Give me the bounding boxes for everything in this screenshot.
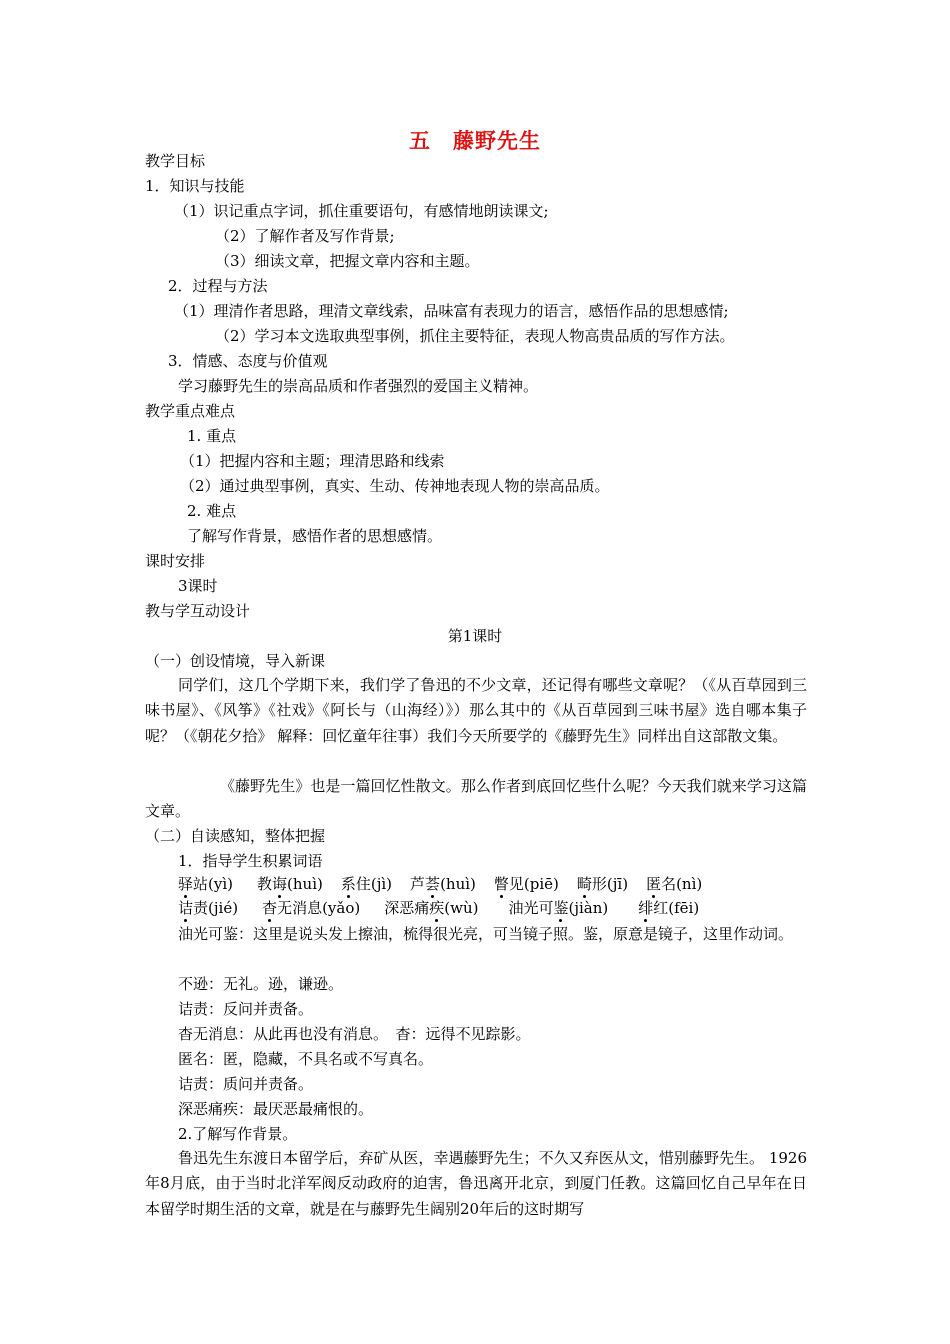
- vocab-dotted-char: 疾: [429, 899, 445, 917]
- schedule-value: 3课时: [178, 577, 218, 595]
- lesson-heading: 第1课时: [447, 627, 503, 645]
- definition-item: 诘责：反问并责备。: [178, 1000, 314, 1018]
- subheading-difficulty: 2. 难点: [187, 502, 237, 520]
- vocab-word: [257, 875, 323, 893]
- vocab-text: 芦: [410, 875, 426, 893]
- vocab-row: [178, 874, 702, 894]
- vocab-word: [577, 875, 628, 893]
- vocab-word: [178, 875, 233, 893]
- vocab-pinyin: 见(piē): [508, 875, 559, 893]
- goal-item: （1）理清作者思路，理清文章线索，品味富有表现力的语言，感悟作品的思想感情;: [174, 302, 729, 320]
- heading-schedule: 课时安排: [145, 552, 206, 570]
- vocab-pinyin: 名(nì): [661, 875, 703, 893]
- key-item: （2）通过典型事例，真实、生动、传神地表现人物的崇高品质。: [180, 477, 610, 495]
- vocab-text: 油光可: [508, 899, 554, 917]
- vocab-dotted-char: 瞥: [493, 875, 509, 893]
- vocab-word: [384, 899, 478, 917]
- vocab-word: [341, 875, 392, 893]
- background-paragraph: 鲁迅先生东渡日本留学后，弃矿从医，幸遇藤野先生；不久又弃医从文，惜别藤野先生。 1926年8月底，由于当时北洋军阀反动政府的迫害，鲁迅离开北京，到厦门任教。这篇回忆自己早年在日本留学时期生活的文章，就是在与藤野先生阔别20年后的这时期写: [145, 1149, 807, 1218]
- heading-attitude-values: 3．情感、态度与价值观: [168, 352, 328, 370]
- vocab-pinyin: (huì): [440, 875, 476, 893]
- vocab-text: 教: [257, 875, 273, 893]
- vocab-dotted-char: 畸: [576, 875, 592, 893]
- vocab-dotted-char: 诘: [178, 899, 194, 917]
- vocab-text: 深恶痛: [384, 899, 430, 917]
- heading-knowledge-skills: 1．知识与技能: [145, 177, 245, 195]
- vocab-dotted-char: 驿: [178, 875, 194, 893]
- subheading-key: 1. 重点: [187, 427, 237, 445]
- vocab-dotted-char: 鉴: [553, 899, 569, 917]
- heading-interactive-design: 教与学互动设计: [145, 602, 251, 620]
- definition-item: 杳无消息：从此再也没有消息。 杳：远得不见踪影。: [178, 1025, 531, 1043]
- vocab-pinyin: 无消息(yǎo): [277, 899, 361, 917]
- vocab-dotted-char: 匿: [646, 875, 662, 893]
- intro-paragraph-2: 《藤野先生》也是一篇回忆性散文。那么作者到底回忆些什么呢？今天我们就来学习这篇文章。: [145, 777, 807, 821]
- step-heading: 1．指导学生积累词语: [178, 852, 323, 870]
- definition-paragraph: 油光可鉴：这里是说头发上擦油，梳得很光亮，可当镜子照。鉴，原意是镜子，这里作动词。: [178, 925, 794, 943]
- vocab-word: [410, 875, 476, 893]
- section-heading: （二）自读感知，整体把握: [145, 827, 326, 845]
- vocab-pinyin: 形(jī): [591, 875, 629, 893]
- vocab-dotted-char: 系: [340, 875, 356, 893]
- key-item: （1）把握内容和主题；理清思路和线索: [180, 452, 445, 470]
- vocab-dotted-char: 绯: [638, 899, 654, 917]
- vocab-word: [638, 899, 699, 917]
- difficulty-item: 了解写作背景，感悟作者的思想感情。: [187, 527, 443, 545]
- vocab-pinyin: 责(jié): [193, 899, 239, 917]
- vocab-word: [494, 875, 559, 893]
- vocab-pinyin: 红(fēi): [653, 899, 700, 917]
- goal-item: （2）了解作者及写作背景;: [215, 227, 395, 245]
- definition-item: 深恶痛疾：最厌恶最痛恨的。: [178, 1100, 374, 1118]
- vocab-dotted-char: 荟: [425, 875, 441, 893]
- vocab-pinyin: 住(jì): [355, 875, 393, 893]
- heading-key-points: 教学重点难点: [145, 402, 236, 420]
- step-heading: 2.了解写作背景。: [178, 1125, 298, 1143]
- goal-item: （3）细读文章，把握文章内容和主题。: [215, 252, 480, 270]
- definition-item: 诘责：质问并责备。: [178, 1075, 314, 1093]
- heading-process-method: 2．过程与方法: [168, 277, 268, 295]
- goal-item: 学习藤野先生的崇高品质和作者强烈的爱国主义精神。: [178, 377, 539, 395]
- definition-item: 匿名：匿，隐藏，不具名或不写真名。: [178, 1050, 434, 1068]
- document-title: 五 藤野先生: [409, 129, 541, 153]
- goal-item: （2）学习本文选取典型事例，抓住主要特征，表现人物高贵品质的写作方法。: [215, 327, 735, 345]
- intro-paragraph: 同学们，这几个学期下来，我们学了鲁迅的不少文章，还记得有哪些文章呢？（《从百草园到三味书屋》、《风筝》《社戏》《阿长与（山海经）》）那么其中的《从百草园到三味书屋》选自哪本集子呢？（《朝花夕拾》 解释：回忆童年往事）我们今天所要学的《藤野先生》同样出自这部散文集。: [145, 676, 807, 745]
- vocab-pinyin: 站(yì): [193, 875, 233, 893]
- vocab-word: [508, 899, 608, 917]
- definition-item: 不逊：无礼。逊，谦逊。: [178, 975, 344, 993]
- vocab-pinyin: (huì): [287, 875, 323, 893]
- vocab-word: [178, 899, 238, 917]
- vocab-word: [262, 899, 360, 917]
- vocab-pinyin: (wù): [444, 899, 479, 917]
- section-heading: （一）创设情境，导入新课: [145, 652, 326, 670]
- vocab-row: [178, 898, 699, 918]
- vocab-pinyin: (jiàn): [568, 899, 609, 917]
- heading-teaching-goals: 教学目标: [145, 152, 206, 170]
- vocab-dotted-char: 杳: [262, 899, 278, 917]
- vocab-word: [646, 875, 702, 893]
- goal-item: （1）识记重点字词，抓住重要语句，有感情地朗读课文;: [174, 202, 549, 220]
- vocab-dotted-char: 诲: [272, 875, 288, 893]
